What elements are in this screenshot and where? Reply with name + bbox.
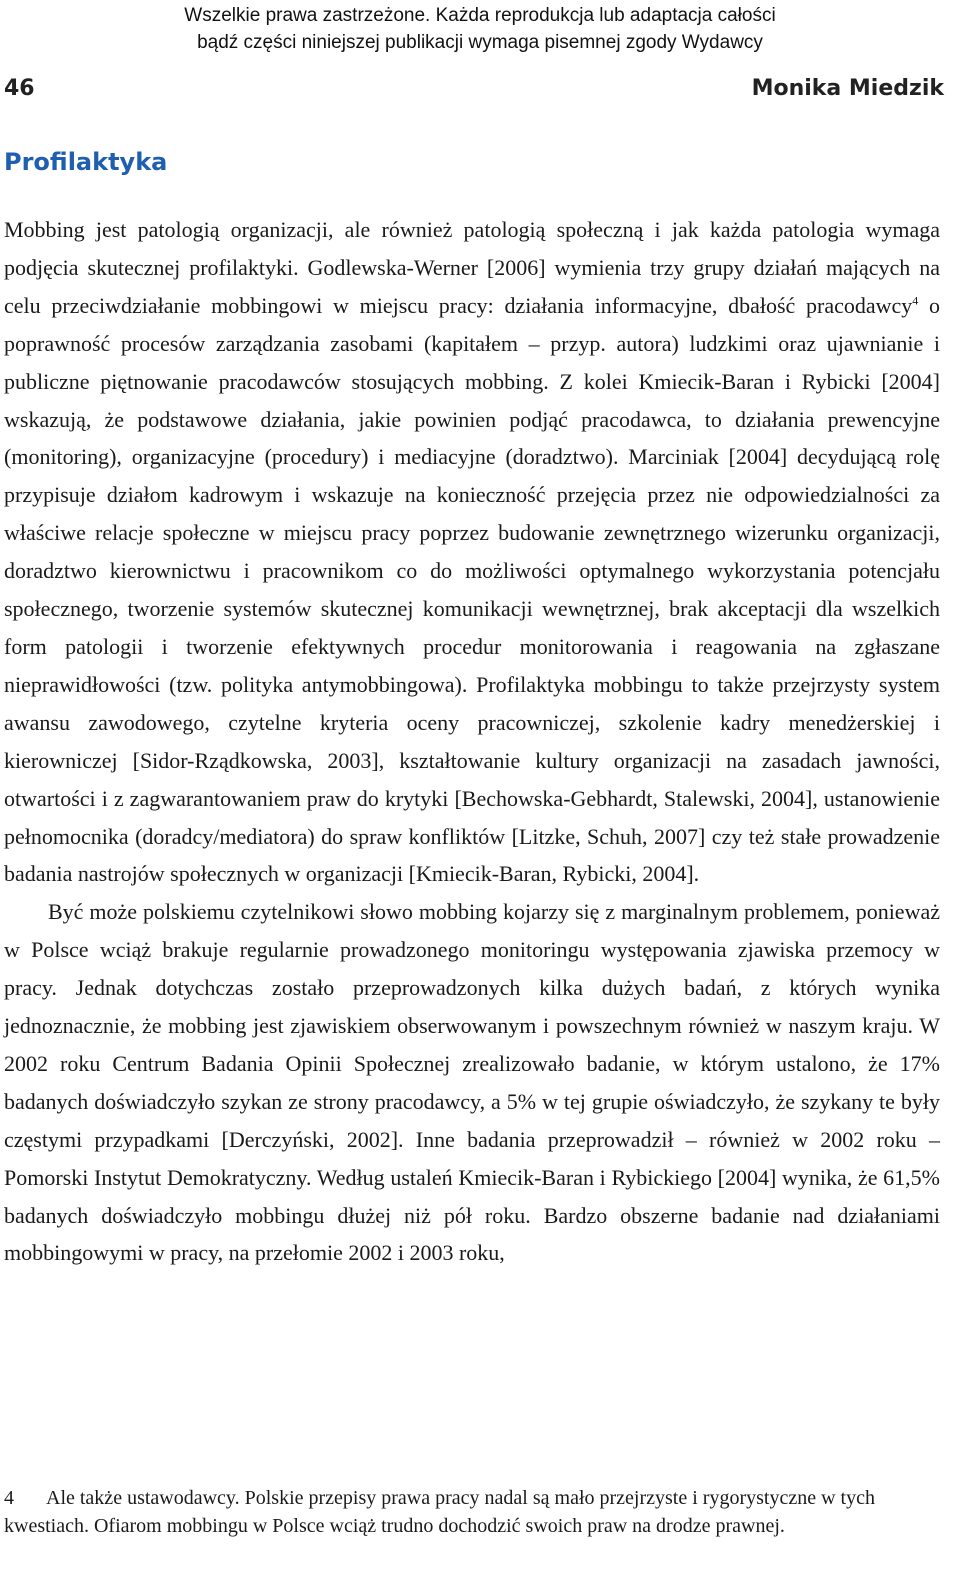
copyright-line-1: Wszelkie prawa zastrzeżone. Każda reprodukcja lub adaptacja całości <box>184 5 776 26</box>
footnote <box>4 1485 926 1540</box>
page-number: 46 <box>4 76 35 101</box>
paragraph-1 <box>4 211 940 893</box>
paragraph-1-text-a: Mobbing jest patologią organizacji, ale również patologią społeczną i jak każda patologia wymaga podjęcia skutecznej profilaktyki. Godlewska-Werner [2006] wymienia trzy grupy działań mających na celu przeciwdziałanie mobbingowi w miejscu pracy: działania informacyjne, dbałość pracodawcy <box>4 217 940 318</box>
author-name: Monika Miedzik <box>751 76 944 101</box>
paragraph-1-text-b: o poprawność procesów zarządzania zasobami (kapitałem – przyp. autora) ludzkimi oraz ujawnianie i publiczne piętnowanie pracodawców stosujących mobbing. Z kolei Kmiecik-Baran i Rybicki [2004] wskazują, że podstawowe działania, jakie powinien podjąć pracodawca, to działania prewencyjne (monitoring), organizacyjne (procedury) i mediacyjne (doradztwo). Marciniak [2004] decydującą rolę przypisuje działom kadrowym i wskazuje na konieczność przejęcia przez nie odpowiedzialności za właściwe relacje społeczne w miejscu pracy poprzez budowanie zewnętrznego wizerunku organizacji, doradztwo kierownictwu i pracownikom co do możliwości optymalnego wykorzystania potencjału społecznego, tworzenie systemów skutecznej komunikacji wewnętrznej, brak akceptacji dla wszelkich form patologii i tworzenie efektywnych procedur monitorowania i reagowania na zgłaszane nieprawidłowości (tzw. polityka antymobbingowa). Profilaktyka mobbingu to także przejrzysty system awansu zawodowego, czytelne kryteria oceny pracowniczej, szkolenie kadry menedżerskiej i kierowniczej [Sidor-Rządkowska, 2003], kształtowanie kultury organizacji na zasadach jawności, otwartości i z zagwarantowaniem praw do krytyki [Bechowska-Gebhardt, Stalewski, 2004], ustanowienie pełnomocnika (doradcy/mediatora) do spraw konfliktów [Litzke, Schuh, 2007] czy też stałe prowadzenie badania nastrojów społecznych w organizacji [Kmiecik-Baran, Rybicki, 2004]. <box>4 292 940 887</box>
body-text <box>4 211 940 1272</box>
footnote-reference[interactable]: 4 <box>912 293 919 308</box>
paragraph-2: Być może polskiemu czytelnikowi słowo mobbing kojarzy się z marginalnym problemem, ponieważ w Polsce wciąż brakuje regularnie prowadzonego monitoringu występowania zjawiska przemocy w pracy. Jednak dotychczas zostało przeprowadzonych kilka dużych badań, z których wynika jednoznacznie, że mobbing jest zjawiskiem obserwowanym i powszechnym również w naszym kraju. W 2002 roku Centrum Badania Opinii Społecznej zrealizowało badanie, w którym ustalono, że 17% badanych doświadczyło szykan ze strony pracodawcy, a 5% w tej grupie oświadczyło, że szykany te były częstymi przypadkami [Derczyński, 2002]. Inne badania przeprowadził – również w 2002 roku – Pomorski Instytut Demokratyczny. Według ustaleń Kmiecik-Baran i Rybickiego [2004] wynika, że 61,5% badanych doświadczyło mobbingu dłużej niż pół roku. Bardzo obszerne badanie nad działaniami mobbingowymi w pracy, na przełomie 2002 i 2003 roku, <box>4 899 940 1266</box>
footnote-number: 4 <box>4 1487 14 1509</box>
copyright-line-2: bądź części niniejszej publikacji wymaga pisemnej zgody Wydawcy <box>197 32 763 53</box>
copyright-notice <box>0 2 960 56</box>
footnote-text: Ale także ustawodawcy. Polskie przepisy prawa pracy nadal są mało przejrzyste i rygorystyczne w tych kwestiach. Ofiarom mobbingu w Polsce wciąż trudno dochodzić swoich praw na drodze prawnej. <box>4 1487 875 1537</box>
section-heading: Profilaktyka <box>4 148 168 176</box>
